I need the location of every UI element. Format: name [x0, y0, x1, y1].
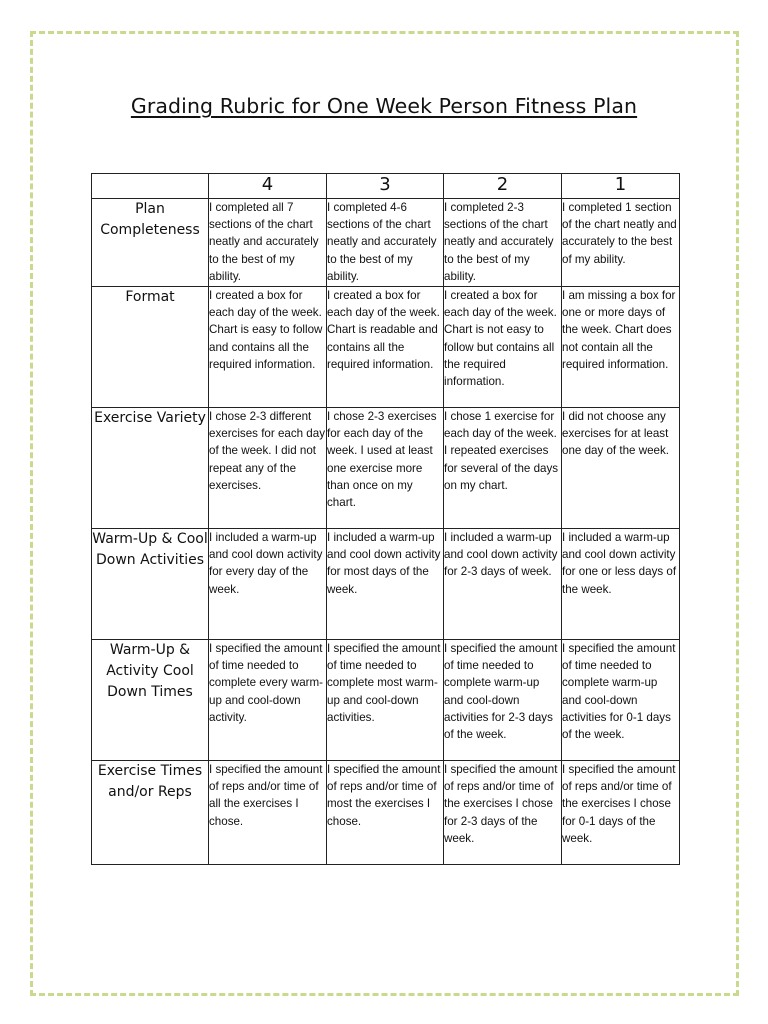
rubric-table — [91, 173, 680, 865]
criterion-exercise-variety: Exercise Variety — [92, 408, 209, 529]
corner-cell — [92, 174, 209, 199]
score-header-1: 1 — [562, 174, 680, 199]
score-header-4: 4 — [209, 174, 327, 199]
table-row — [92, 761, 680, 865]
rubric-cell: I chose 2-3 exercises for each day of the week. I used at least one exercise more than once on my chart. — [327, 408, 444, 529]
score-header-3: 3 — [327, 174, 444, 199]
table-row — [92, 529, 680, 640]
rubric-cell: I completed 4-6 sections of the chart neatly and accurately to the best of my ability. — [327, 199, 444, 287]
table-row — [92, 287, 680, 408]
rubric-cell: I created a box for each day of the week. Chart is readable and contains all the required information. — [327, 287, 444, 408]
rubric-cell: I specified the amount of reps and/or time of most the exercises I chose. — [327, 761, 444, 865]
rubric-cell: I included a warm-up and cool down activity for every day of the week. — [209, 529, 327, 640]
document-title: Grading Rubric for One Week Person Fitness Plan — [130, 94, 638, 118]
rubric-cell: I am missing a box for one or more days of the week. Chart does not contain all the required information. — [562, 287, 680, 408]
rubric-cell: I specified the amount of time needed to complete every warm-up and cool-down activity. — [209, 640, 327, 761]
rubric-cell: I specified the amount of time needed to complete most warm-up and cool-down activities. — [327, 640, 444, 761]
rubric-cell: I created a box for each day of the week. Chart is not easy to follow but contains all the required information. — [444, 287, 562, 408]
criterion-warm-up-activity-cool-down-times: Warm-Up & Activity Cool Down Times — [92, 640, 209, 761]
table-row — [92, 640, 680, 761]
rubric-cell: I chose 2-3 different exercises for each day of the week. I did not repeat any of the exercises. — [209, 408, 327, 529]
rubric-cell: I specified the amount of reps and/or time of the exercises I chose for 2-3 days of the week. — [444, 761, 562, 865]
score-header-row — [92, 174, 680, 199]
rubric-cell: I created a box for each day of the week. Chart is easy to follow and contains all the required information. — [209, 287, 327, 408]
criterion-warm-up-cool-down-activities: Warm-Up & Cool Down Activities — [92, 529, 209, 640]
rubric-cell: I completed 2-3 sections of the chart neatly and accurately to the best of my ability. — [444, 199, 562, 287]
rubric-cell: I specified the amount of time needed to complete warm-up and cool-down activities for 0-1 days of the week. — [562, 640, 680, 761]
rubric-cell: I completed all 7 sections of the chart neatly and accurately to the best of my ability. — [209, 199, 327, 287]
rubric-cell: I chose 1 exercise for each day of the week. I repeated exercises for several of the days on my chart. — [444, 408, 562, 529]
table-row — [92, 199, 680, 287]
criterion-plan-completeness: Plan Completeness — [92, 199, 209, 287]
rubric-cell: I specified the amount of reps and/or time of the exercises I chose for 0-1 days of the week. — [562, 761, 680, 865]
rubric-cell: I did not choose any exercises for at least one day of the week. — [562, 408, 680, 529]
score-header-2: 2 — [444, 174, 562, 199]
rubric-cell: I specified the amount of time needed to complete warm-up and cool-down activities for 2-3 days of the week. — [444, 640, 562, 761]
rubric-cell: I specified the amount of reps and/or time of all the exercises I chose. — [209, 761, 327, 865]
rubric-cell: I included a warm-up and cool down activity for most days of the week. — [327, 529, 444, 640]
criterion-exercise-times-reps: Exercise Times and/or Reps — [92, 761, 209, 865]
criterion-format: Format — [92, 287, 209, 408]
rubric-cell: I included a warm-up and cool down activity for one or less days of the week. — [562, 529, 680, 640]
rubric-cell: I included a warm-up and cool down activity for 2-3 days of week. — [444, 529, 562, 640]
rubric-cell: I completed 1 section of the chart neatly and accurately to the best of my ability. — [562, 199, 680, 287]
table-row — [92, 408, 680, 529]
